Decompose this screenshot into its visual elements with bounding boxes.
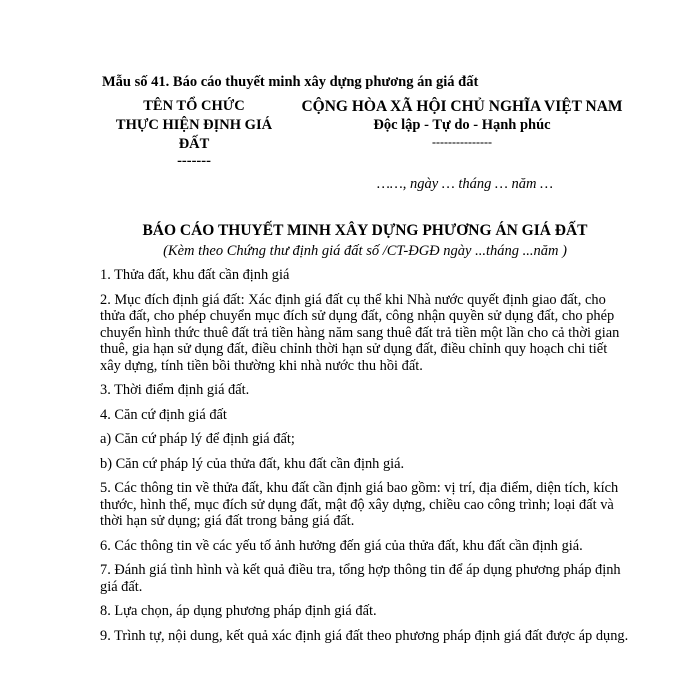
report-body bbox=[100, 267, 630, 652]
item-9: 9. Trình tự, nội dung, kết quả xác định giá đất theo phương pháp định giá đất được áp dụng. bbox=[100, 627, 629, 644]
item-6: 6. Các thông tin về các yếu tố ảnh hưởng đến giá của thửa đất, khu đất cần định giá. bbox=[100, 537, 583, 554]
item-4b: b) Căn cứ pháp lý của thửa đất, khu đất cần định giá. bbox=[100, 455, 405, 472]
item-7: 7. Đánh giá tình hình và kết quả điều tra, tổng hợp thông tin để áp dụng phương pháp định giá đất. bbox=[100, 562, 621, 595]
report-subtitle: (Kèm theo Chứng thư định giá đất số /CT-ĐGĐ ngày ...tháng ...năm ) bbox=[163, 243, 567, 259]
item-5: 5. Các thông tin về thửa đất, khu đất cần định giá bao gồm: vị trí, địa điểm, diện tích, kích thước, hình thể, mục đích sử dụng đất, mật độ xây dựng, chiều cao công trình; loại đất và thời hạn sử dụng; giá đất trong bảng giá đất. bbox=[100, 480, 619, 529]
organization-header bbox=[100, 97, 288, 168]
item-3: 3. Thời điểm định giá đất. bbox=[100, 382, 250, 398]
national-divider: --------------- bbox=[432, 135, 492, 149]
item-2: 2. Mục đích định giá đất: Xác định giá đất cụ thể khi Nhà nước quyết định giao đất, cho thửa đất, cho phép chuyển mục đích sử dụng đất, công nhận quyền sử dụng đất, cho phép chuyển hình thức thuê đất trả tiền hàng năm sang thuê đất trả tiền một lần cho cả thời gian thuê, gia hạn sử dụng đất, điều chỉnh thời hạn sử dụng đất, điều chỉnh quy hoạch chi tiết xây dựng, tính tiền bồi thường khi nhà nước thu hồi đất. bbox=[100, 291, 620, 374]
item-1: 1. Thửa đất, khu đất cần định giá bbox=[100, 267, 290, 283]
report-title: BÁO CÁO THUYẾT MINH XÂY DỰNG PHƯƠNG ÁN GIÁ ĐẤT bbox=[142, 222, 588, 239]
national-header bbox=[292, 97, 632, 149]
item-8: 8. Lựa chọn, áp dụng phương pháp định giá đất. bbox=[100, 603, 377, 619]
national-motto: Độc lập - Tự do - Hạnh phúc bbox=[373, 117, 551, 133]
form-title: Mẫu số 41. Báo cáo thuyết minh xây dựng phương án giá đất bbox=[102, 74, 479, 90]
org-name-line-3: ĐẤT bbox=[178, 136, 210, 152]
org-name-line-2: THỰC HIỆN ĐỊNH GIÁ bbox=[115, 117, 273, 133]
national-title: CỘNG HÒA XÃ HỘI CHỦ NGHĨA VIỆT NAM bbox=[301, 98, 623, 115]
date-line: ……, ngày … tháng … năm … bbox=[376, 176, 554, 192]
item-4a: a) Căn cứ pháp lý để định giá đất; bbox=[100, 431, 295, 447]
item-4: 4. Căn cứ định giá đất bbox=[100, 406, 227, 423]
org-divider: ------- bbox=[177, 153, 211, 169]
org-name-line-1: TÊN TỔ CHỨC bbox=[143, 98, 245, 114]
